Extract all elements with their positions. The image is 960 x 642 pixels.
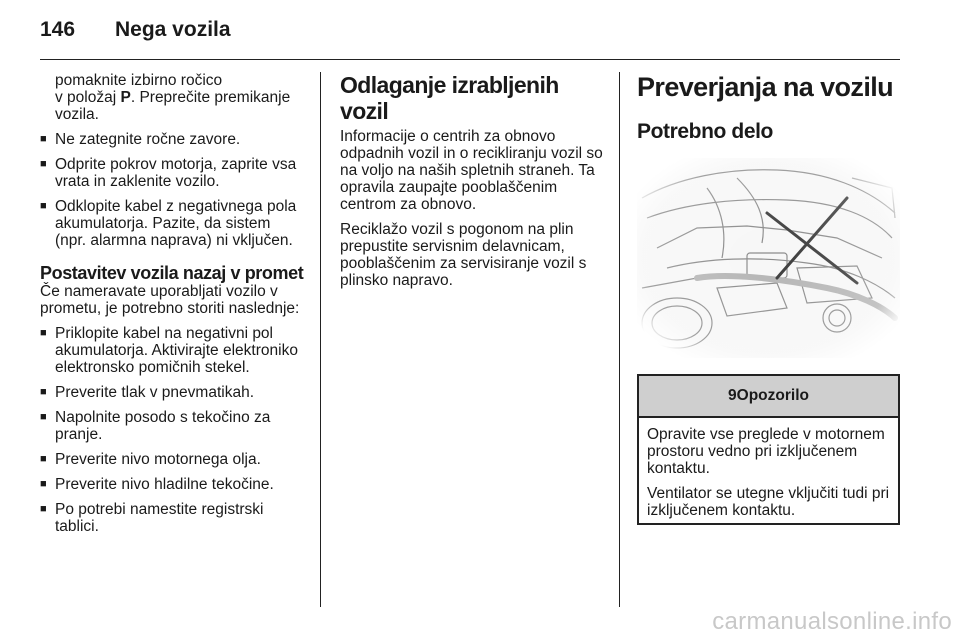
list-item: ■ Ne zategnite ročne zavore. (40, 131, 241, 148)
bullet-list-top (40, 131, 305, 249)
intro-line-2: v položaj P. Preprečite premikanje (55, 89, 291, 106)
warning-header (639, 376, 898, 418)
column-left (40, 72, 305, 535)
bullet-icon: ■ (40, 327, 47, 339)
bullet-icon: ■ (40, 158, 47, 170)
section-heading-checks: Preverjanja na vozilu (637, 72, 894, 102)
bullet-icon: ■ (40, 386, 47, 398)
warning-box (637, 374, 900, 525)
list-item: ■ Preverite tlak v pnevmatikah. (40, 384, 255, 401)
list-item: ■ Preverite nivo motornega olja. (40, 451, 261, 468)
disposal-paragraph-2: Reciklažo vozil s pogonom na plin prepustite servisnim delavnicam, pooblaščenim za servisiranje vozil s plinsko napravo. (340, 221, 587, 289)
list-item: ■ Napolnite posodo s tekočino za pranje. (40, 409, 271, 443)
section-heading-return: Postavitev vozila nazaj v promet (40, 263, 304, 283)
bullet-icon: ■ (40, 411, 47, 423)
bullet-icon: ■ (40, 200, 47, 212)
disposal-paragraph-1: Informacije o centrih za obnovo odpadnih vozil in o recikliranju vozil so na voljo na naših spletnih straneh. Ta opravila zaupajte pooblaščenim centrom za obnovo. (340, 128, 603, 213)
bullet-icon: ■ (40, 453, 47, 465)
column-divider-left (320, 72, 321, 607)
header-rule (40, 59, 900, 60)
page-header (40, 14, 900, 60)
page-number: 146 (40, 18, 76, 41)
warning-paragraph-2: Ventilator se utegne vključiti tudi pri izključenem kontaktu. (647, 485, 890, 519)
list-item: ■ Preverite nivo hladilne tekočine. (40, 476, 274, 493)
engine-bay-illustration (637, 158, 900, 358)
subheading-work: Potrebno delo (637, 120, 773, 143)
intro-line-1: pomaknite izbirno ročico (55, 72, 223, 89)
warning-triangle-icon: 9 (728, 387, 737, 404)
list-item: ■ Odklopite kabel z negativnega pola akumulatorja. Pazite, da sistem (npr. alarmna naprava) ni vključen. (40, 198, 297, 249)
warning-label: Opozorilo (736, 387, 809, 404)
page-title: Nega vozila (115, 18, 231, 41)
bullet-icon: ■ (40, 478, 47, 490)
warning-body (639, 418, 898, 519)
watermark: carmanualsonline.info (712, 608, 952, 635)
intro-line-3: vozila. (55, 106, 99, 123)
bullet-icon: ■ (40, 133, 47, 145)
section-text-return: Če nameravate uporabljati vozilo v prometu, je potrebno storiti naslednje: (40, 283, 300, 317)
bullet-list-bottom (40, 325, 305, 535)
column-divider-right (619, 72, 620, 607)
gear-position-p: P (120, 89, 131, 106)
list-item: ■ Priklopite kabel na negativni pol akumulatorja. Aktivirajte elektroniko elektronsko pomičnih stekel. (40, 325, 298, 376)
list-item: ■ Odprite pokrov motorja, zaprite vsa vrata in zaklenite vozilo. (40, 156, 297, 190)
column-middle (340, 72, 605, 289)
list-item: ■ Po potrebi namestite registrski tablici. (40, 501, 264, 535)
column-right (637, 72, 902, 144)
section-heading-disposal: Odlaganje izrabljenih vozil (340, 72, 559, 124)
warning-paragraph-1: Opravite vse preglede v motornem prostoru vedno pri izključenem kontaktu. (647, 426, 885, 477)
bullet-icon: ■ (40, 503, 47, 515)
